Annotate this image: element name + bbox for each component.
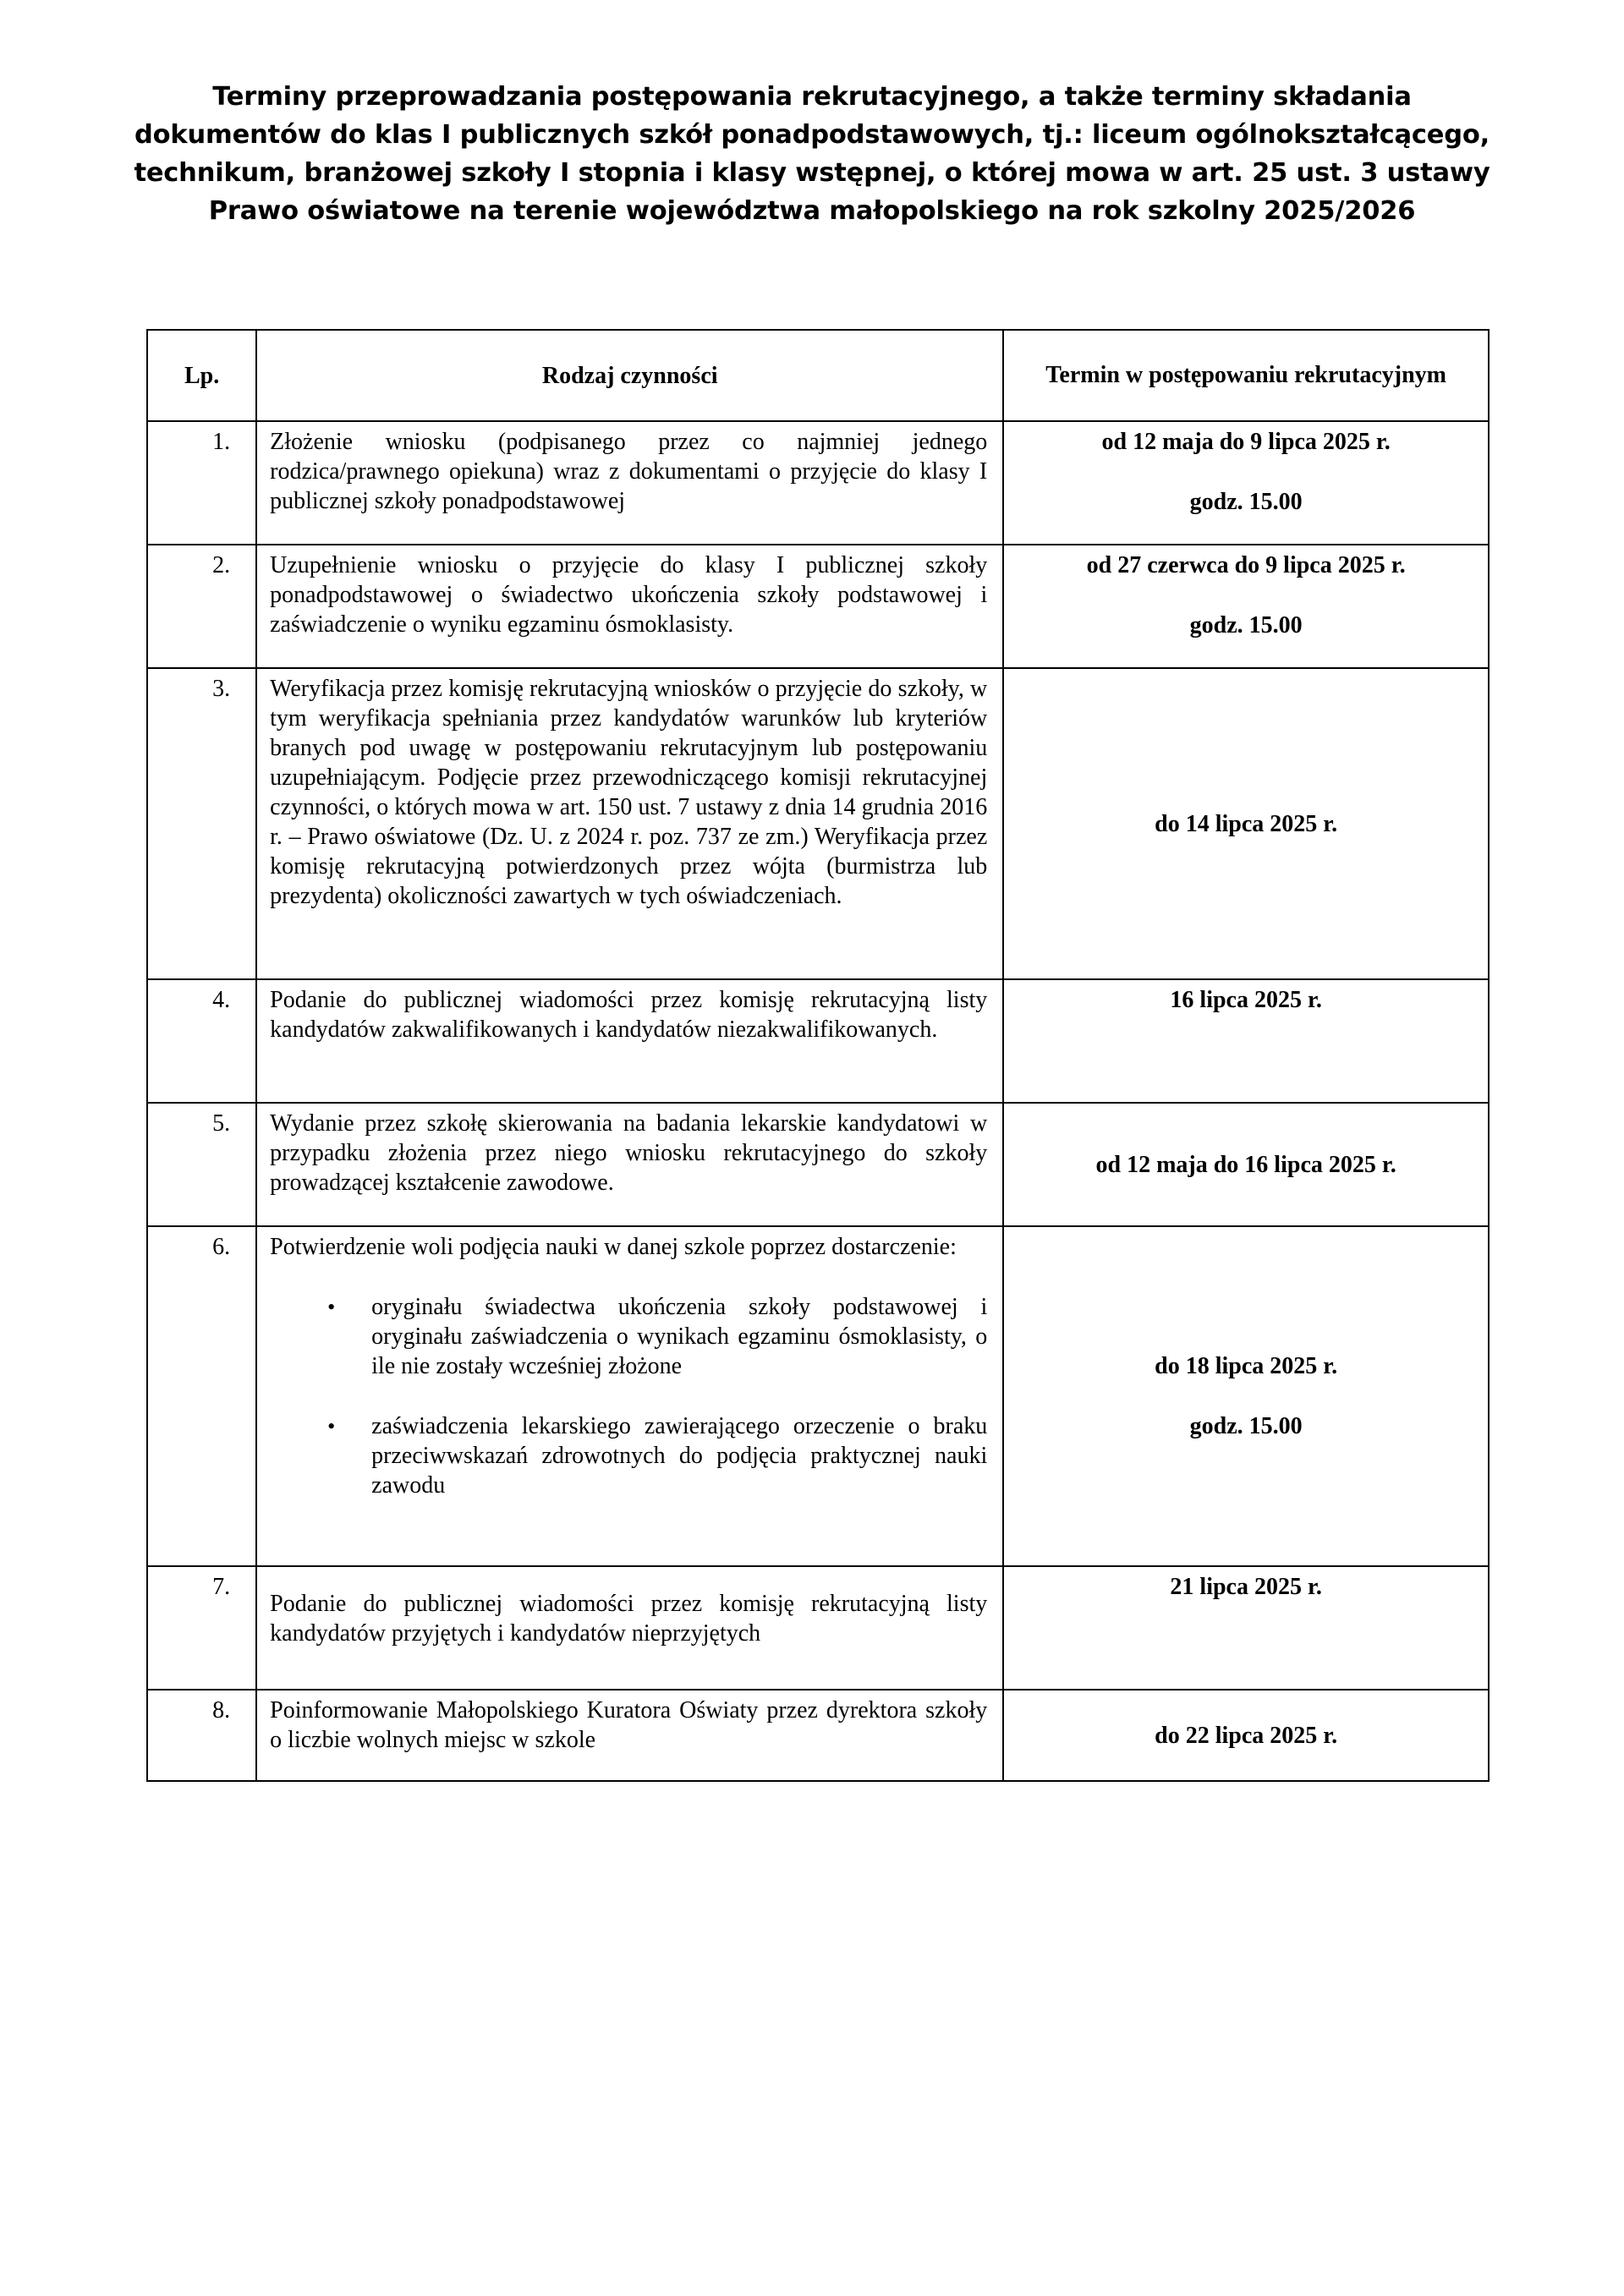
row-term: [1003, 421, 1489, 545]
table-header-row: [147, 330, 1489, 421]
term-time: godz. 15.00: [1189, 1413, 1303, 1439]
row-term: [1003, 545, 1489, 668]
row-number: 4.: [147, 979, 256, 1103]
header-lp: Lp.: [147, 330, 256, 421]
term-date: 16 lipca 2025 r.: [1170, 987, 1322, 1013]
row-term: [1003, 979, 1489, 1103]
row-number: 8.: [147, 1690, 256, 1781]
row-number: 7.: [147, 1566, 256, 1690]
row-activity: Uzupełnienie wniosku o przyjęcie do klasy I publicznej szkoły ponadpodstawowej o świadectwo ukończenia szkoły podstawowej i zaświadczenie o wyniku egzaminu ósmoklasisty.: [256, 545, 1003, 668]
schedule-table: [146, 329, 1490, 1782]
table-row: [147, 1226, 1489, 1566]
row-number: 5.: [147, 1103, 256, 1226]
list-item: [270, 1292, 987, 1381]
term-date: od 27 czerwca do 9 lipca 2025 r.: [1086, 552, 1406, 578]
row-number: 1.: [147, 421, 256, 545]
term-date: od 12 maja do 9 lipca 2025 r.: [1101, 429, 1391, 455]
row-term: [1003, 1103, 1489, 1226]
term-date: do 18 lipca 2025 r.: [1155, 1353, 1338, 1379]
row-activity: Poinformowanie Małopolskiego Kuratora Oświaty przez dyrektora szkoły o liczbie wolnych miejsc w szkole: [256, 1690, 1003, 1781]
row-term: [1003, 1566, 1489, 1690]
row-activity: Złożenie wniosku (podpisanego przez co najmniej jednego rodzica/prawnego opiekuna) wraz z dokumentami o przyjęcie do klasy I publicznej szkoły ponadpodstawowej: [256, 421, 1003, 545]
term-time: godz. 15.00: [1189, 489, 1303, 515]
list-item-text: zaświadczenia lekarskiego zawierającego orzeczenie o braku przeciwwskazań zdrowotnych do podjęcia praktycznej nauki zawodu: [371, 1413, 988, 1499]
requirements-list: [270, 1292, 987, 1500]
row-term: [1003, 1226, 1489, 1566]
table-row: [147, 421, 1489, 545]
row-number: 3.: [147, 668, 256, 979]
header-activity: Rodzaj czynności: [256, 330, 1003, 421]
list-item: [270, 1411, 987, 1500]
row-number: 6.: [147, 1226, 256, 1566]
table-row: [147, 1103, 1489, 1226]
row-number: 2.: [147, 545, 256, 668]
term-date: od 12 maja do 16 lipca 2025 r.: [1095, 1151, 1396, 1178]
table-row: [147, 668, 1489, 979]
bullet-icon: •: [327, 1414, 336, 1438]
table-row: [147, 1566, 1489, 1690]
page-title: Terminy przeprowadzania postępowania rekrutacyjnego, a także terminy składania dokumentów do klas I publicznych szkół ponadpodstawowych, tj.: liceum ogólnokształcącego, technikum, branżowej szkoły I stopnia i klasy wstępnej, o której mowa w art. 25 ust. 3 ustawy Prawo oświatowe na terenie województwa małopolskiego na rok szkolny 2025/2026: [134, 82, 1490, 226]
activity-intro: Potwierdzenie woli podjęcia nauki w danej szkole poprzez dostarczenie:: [270, 1234, 957, 1260]
header-term: Termin w postępowaniu rekrutacyjnym: [1003, 330, 1489, 421]
row-activity: Podanie do publicznej wiadomości przez komisję rekrutacyjną listy kandydatów przyjętych i kandydatów nieprzyjętych: [256, 1566, 1003, 1690]
table-row: [147, 979, 1489, 1103]
bullet-icon: •: [327, 1295, 336, 1319]
term-date: 21 lipca 2025 r.: [1170, 1574, 1322, 1600]
list-item-text: oryginału świadectwa ukończenia szkoły podstawowej i oryginału zaświadczenia o wynikach egzaminu ósmoklasisty, o ile nie zostały wcześniej złożone: [371, 1294, 988, 1379]
row-term: [1003, 1690, 1489, 1781]
row-activity: Weryfikacja przez komisję rekrutacyjną wniosków o przyjęcie do szkoły, w tym weryfikacja spełniania przez kandydatów warunków lub kryteriów branych pod uwagę w postępowaniu rekrutacyjnym lub postępowaniu uzupełniającym. Podjęcie przez przewodniczącego komisji rekrutacyjnej czynności, o których mowa w art. 150 ust. 7 ustawy z dnia 14 grudnia 2016 r. – Prawo oświatowe (Dz. U. z 2024 r. poz. 737 ze zm.) Weryfikacja przez komisję rekrutacyjną potwierdzonych przez wójta (burmistrza lub prezydenta) okoliczności zawartych w tych oświadczeniach.: [256, 668, 1003, 979]
term-date: do 14 lipca 2025 r.: [1155, 810, 1338, 837]
row-activity: [256, 1226, 1003, 1566]
table-row: [147, 1690, 1489, 1781]
table-row: [147, 545, 1489, 668]
row-activity: Wydanie przez szkołę skierowania na badania lekarskie kandydatowi w przypadku złożenia przez niego wniosku rekrutacyjnego do szkoły prowadzącej kształcenie zawodowe.: [256, 1103, 1003, 1226]
row-term: [1003, 668, 1489, 979]
term-time: godz. 15.00: [1189, 612, 1303, 638]
row-activity: Podanie do publicznej wiadomości przez komisję rekrutacyjną listy kandydatów zakwalifikowanych i kandydatów niezakwalifikowanych.: [256, 979, 1003, 1103]
term-date: do 22 lipca 2025 r.: [1155, 1722, 1338, 1749]
